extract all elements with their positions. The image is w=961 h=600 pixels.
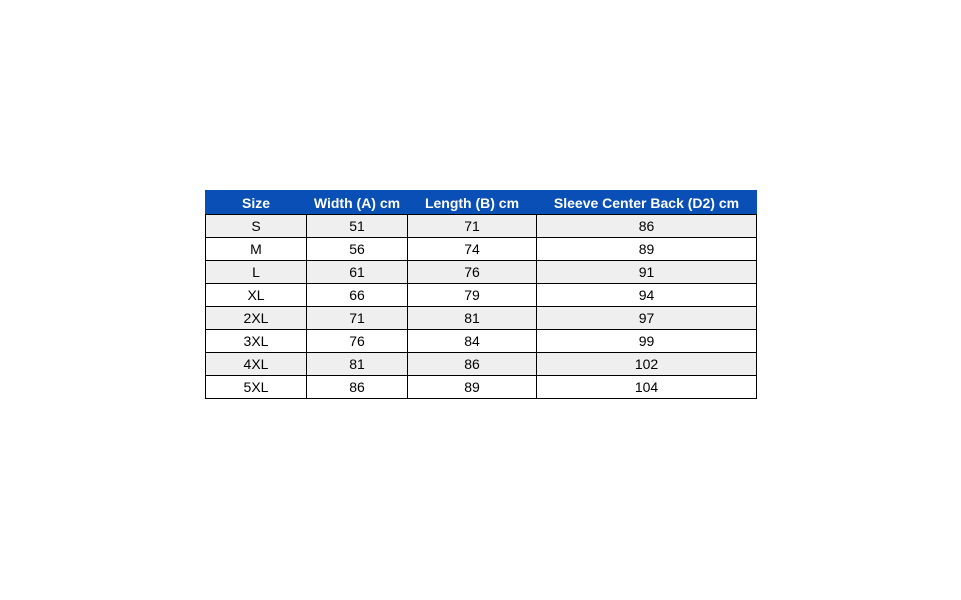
table-row <box>206 376 757 399</box>
header-size: Size <box>206 191 307 215</box>
width-cell: 86 <box>307 376 408 399</box>
size-chart-table <box>205 190 757 399</box>
length-cell: 71 <box>408 215 537 238</box>
size-cell: L <box>206 261 307 284</box>
table-row <box>206 307 757 330</box>
width-cell: 66 <box>307 284 408 307</box>
sleeve-cell: 102 <box>537 353 757 376</box>
length-cell: 86 <box>408 353 537 376</box>
table-row <box>206 284 757 307</box>
sleeve-cell: 86 <box>537 215 757 238</box>
sleeve-cell: 91 <box>537 261 757 284</box>
table-row <box>206 353 757 376</box>
size-cell: 5XL <box>206 376 307 399</box>
table-row <box>206 238 757 261</box>
table-row <box>206 261 757 284</box>
header-width: Width (A) cm <box>307 191 408 215</box>
header-sleeve: Sleeve Center Back (D2) cm <box>537 191 757 215</box>
sleeve-cell: 94 <box>537 284 757 307</box>
table-row <box>206 330 757 353</box>
size-cell: S <box>206 215 307 238</box>
table-header <box>206 191 757 215</box>
table-body <box>206 215 757 399</box>
width-cell: 51 <box>307 215 408 238</box>
sleeve-cell: 99 <box>537 330 757 353</box>
width-cell: 56 <box>307 238 408 261</box>
width-cell: 61 <box>307 261 408 284</box>
sleeve-cell: 104 <box>537 376 757 399</box>
size-cell: 2XL <box>206 307 307 330</box>
sleeve-cell: 97 <box>537 307 757 330</box>
table-row <box>206 215 757 238</box>
length-cell: 84 <box>408 330 537 353</box>
width-cell: 76 <box>307 330 408 353</box>
length-cell: 79 <box>408 284 537 307</box>
length-cell: 89 <box>408 376 537 399</box>
header-row <box>206 191 757 215</box>
sleeve-cell: 89 <box>537 238 757 261</box>
width-cell: 71 <box>307 307 408 330</box>
size-cell: M <box>206 238 307 261</box>
size-cell: XL <box>206 284 307 307</box>
header-length: Length (B) cm <box>408 191 537 215</box>
length-cell: 76 <box>408 261 537 284</box>
width-cell: 81 <box>307 353 408 376</box>
length-cell: 74 <box>408 238 537 261</box>
size-cell: 3XL <box>206 330 307 353</box>
size-cell: 4XL <box>206 353 307 376</box>
length-cell: 81 <box>408 307 537 330</box>
